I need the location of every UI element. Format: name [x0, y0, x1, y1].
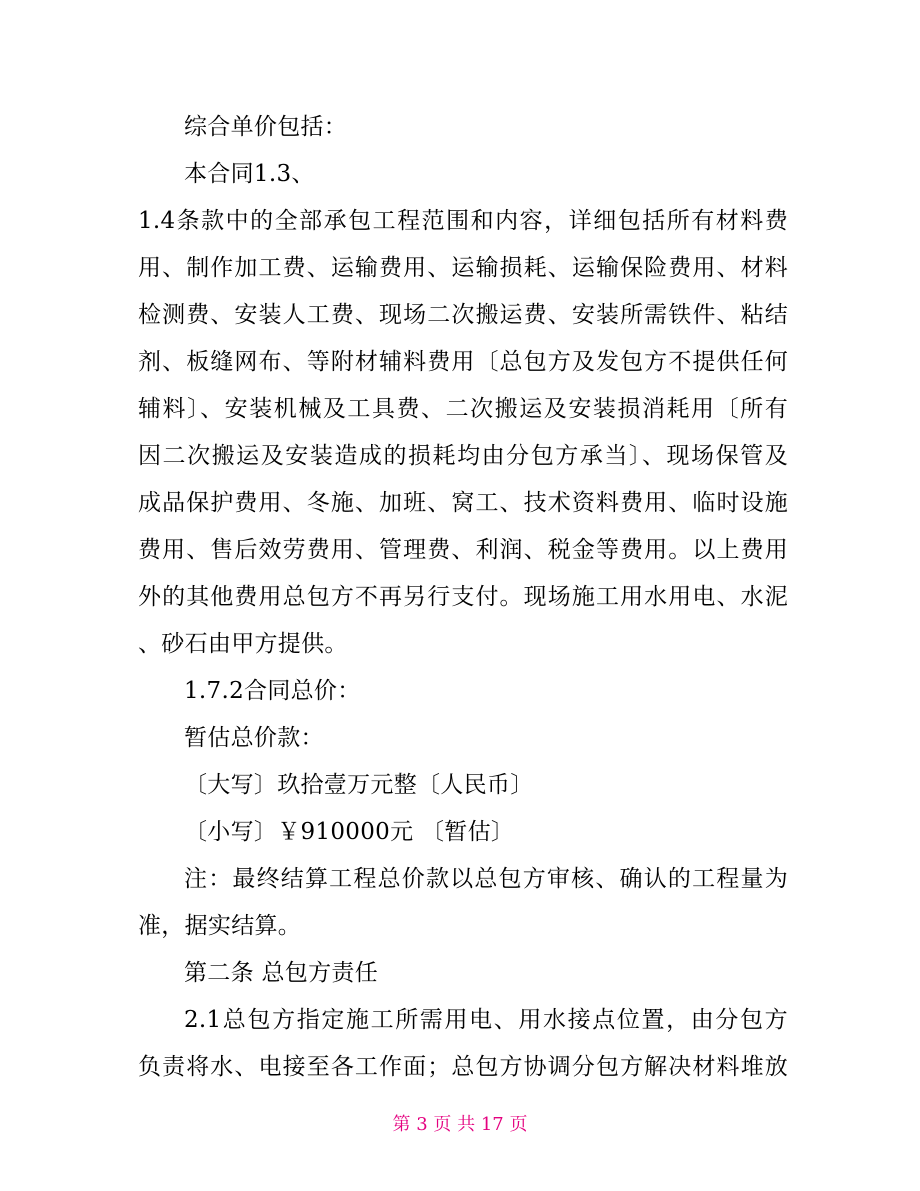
text-line: 〔小写〕￥910000元 〔暂估〕	[184, 819, 515, 845]
text-line: 综合单价包括：	[184, 114, 348, 140]
text-line: 准，据实结算。	[138, 913, 302, 939]
text-line: 辅料〕、安装机械及工具费、二次搬运及安装损消耗用〔所有	[138, 396, 788, 422]
text-line: 剂、板缝网布、等附材辅料费用〔总包方及发包方不提供任何	[138, 349, 788, 375]
text-line: 2.1总包方指定施工所需用电、用水接点位置，由分包方	[184, 1007, 788, 1033]
text-line: 〔大写〕玖拾壹万元整〔人民币〕	[184, 772, 534, 798]
text-line: 暂估总价款：	[184, 725, 324, 751]
text-line: 检测费、安装人工费、现场二次搬运费、安装所需铁件、粘结	[138, 302, 788, 328]
document-body	[138, 104, 788, 1091]
text-line: 1.4条款中的全部承包工程范围和内容，详细包括所有材料费	[138, 208, 788, 234]
text-line: 用、制作加工费、运输费用、运输损耗、运输保险费用、材料	[138, 255, 788, 281]
text-line: 第二条 总包方责任	[184, 960, 379, 986]
text-line: 成品保护费用、冬施、加班、窝工、技术资料费用、临时设施	[138, 490, 788, 516]
text-line: 注：最终结算工程总价款以总包方审核、确认的工程量为	[184, 866, 788, 892]
text-line: 费用、售后效劳费用、管理费、利润、税金等费用。以上费用	[138, 537, 788, 563]
text-line: 负责将水、电接至各工作面；总包方协调分包方解决材料堆放	[138, 1054, 788, 1080]
text-line: 因二次搬运及安装造成的损耗均由分包方承当〕、现场保管及	[138, 443, 788, 469]
text-line: 本合同1.3、	[184, 161, 315, 187]
text-line: 外的其他费用总包方不再另行支付。现场施工用水用电、水泥	[138, 584, 788, 610]
text-line: 、砂石由甲方提供。	[138, 631, 348, 657]
text-line: 1.7.2合同总价：	[184, 678, 361, 704]
page-footer: 第 3 页 共 17 页	[392, 1114, 528, 1135]
